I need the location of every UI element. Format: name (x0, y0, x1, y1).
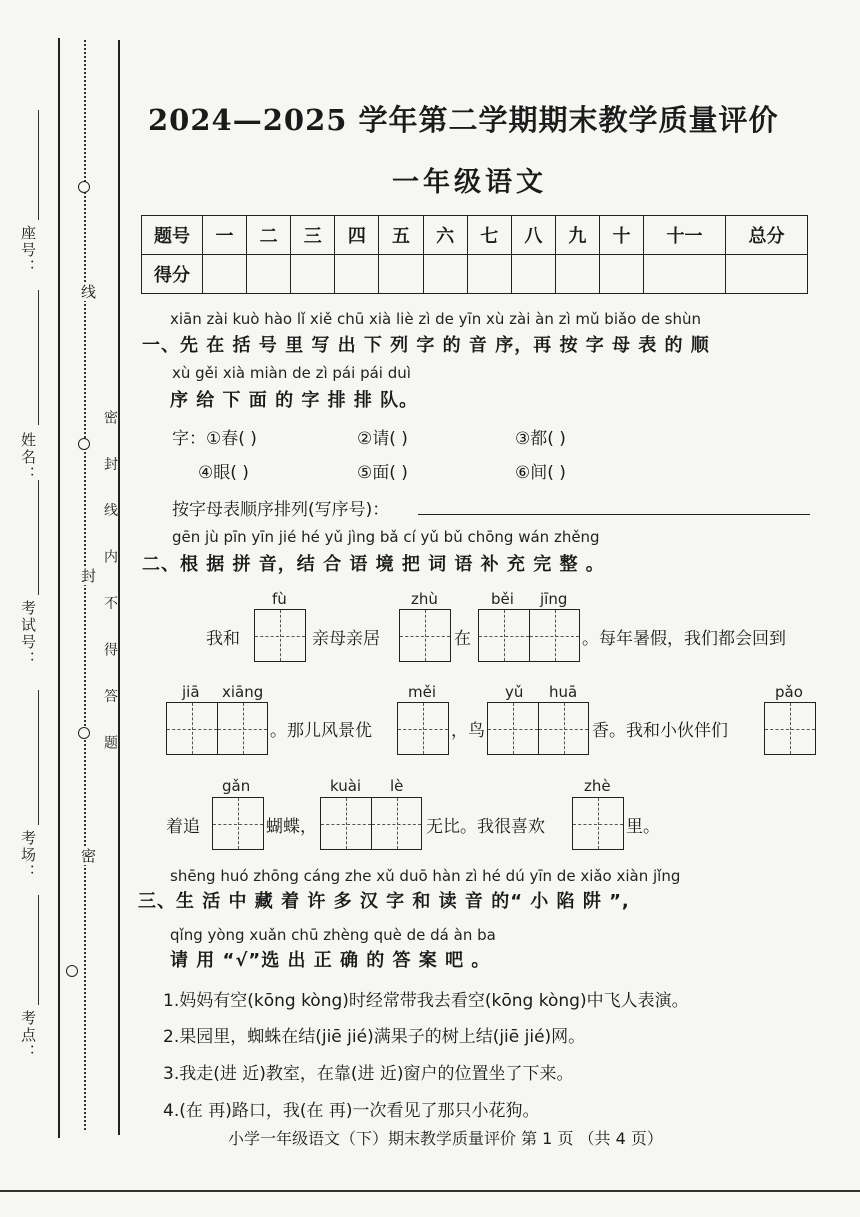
q2-blank-pinyin: zhè (584, 777, 611, 795)
name-field[interactable] (38, 290, 39, 425)
q2-blank-zhu[interactable] (399, 609, 451, 662)
score-cell: 三 (291, 216, 335, 255)
seal-mark-feng: 封 (79, 568, 97, 585)
score-input-cell[interactable] (726, 255, 808, 294)
q2-blank-pinyin: měi (408, 683, 437, 701)
q1-order-label: 按字母表顺序排列(写序号)： (172, 500, 390, 520)
q2-text: ，鸟 (451, 721, 485, 741)
q2-text: 我和 (206, 629, 240, 649)
q2-blank-mei[interactable] (397, 702, 449, 755)
q2-blank-pinyin: jīng (540, 590, 568, 608)
q2-text: 香。我和小伙伴们 (592, 721, 728, 741)
q2-blank-pinyin: zhù (411, 590, 438, 608)
score-input-cell[interactable] (599, 255, 643, 294)
q3-item-1[interactable]: 1.妈妈有空(kōng kòng)时经常带我去看空(kōng kòng)中飞人表演。 (163, 991, 689, 1011)
q2-blank-pinyin: fù (272, 590, 287, 608)
exam-room-label: 考场： (19, 830, 37, 881)
score-input-cell[interactable] (247, 255, 291, 294)
q2-blank-kuaile[interactable] (320, 797, 422, 850)
exam-room-field[interactable] (38, 690, 39, 825)
score-input-cell[interactable] (555, 255, 599, 294)
q2-blank-yuhua[interactable] (487, 702, 589, 755)
seat-number-label: 座号： (19, 225, 37, 276)
binding-circle (78, 727, 90, 739)
score-table-header-row (142, 216, 808, 255)
q2-blank-pinyin: gǎn (222, 777, 251, 795)
score-input-cell[interactable] (423, 255, 467, 294)
name-label: 姓名： (19, 432, 37, 483)
q2-blank-pinyin: xiāng (222, 683, 264, 701)
binding-dotted-line (84, 40, 86, 1130)
binding-outer-line (58, 38, 60, 1138)
score-table (141, 215, 808, 294)
q1-char-du[interactable]: ③都( ) (515, 429, 566, 449)
q3-heading-line-2: 请 用 “√”选 出 正 确 的 答 案 吧 。 (170, 950, 491, 971)
q2-text: 。每年暑假，我们都会回到 (582, 629, 786, 649)
q1-heading-line-1: 一、先 在 括 号 里 写 出 下 列 字 的 音 序，再 按 字 母 表 的 顺 (142, 335, 710, 356)
bottom-rule (0, 1190, 860, 1192)
q2-blank-jiaxiang[interactable] (166, 702, 268, 755)
score-cell: 六 (423, 216, 467, 255)
binding-circle (66, 965, 78, 977)
q3-pinyin-line-2: qǐng yòng xuǎn chū zhèng què de dá àn ba (170, 926, 496, 944)
exam-title: 2024—2025 学年第二学期期末教学质量评价 (148, 103, 779, 137)
exam-number-field[interactable] (38, 480, 39, 595)
score-input-cell[interactable] (335, 255, 379, 294)
seal-mark-mi: 密 (79, 848, 97, 865)
q2-text: 蝴蝶， (266, 817, 317, 837)
q2-blank-pinyin: kuài (330, 777, 362, 795)
q2-blank-pinyin: yǔ (505, 683, 524, 701)
q3-item-4[interactable]: 4.(在 再)路口，我(在 再)一次看见了那只小花狗。 (163, 1101, 540, 1121)
page-footer: 小学一年级语文（下）期末教学质量评价 第 1 页 （共 4 页） (228, 1129, 663, 1148)
score-input-cell[interactable] (644, 255, 726, 294)
q2-text: 。那儿风景优 (270, 721, 372, 741)
q1-char-qing[interactable]: ②请( ) (357, 429, 408, 449)
score-cell: 十 (599, 216, 643, 255)
exam-site-field[interactable] (38, 895, 39, 1005)
q1-order-answer-line[interactable] (418, 514, 810, 515)
q1-char-chun[interactable]: 字：①春( ) (172, 429, 257, 449)
q1-pinyin-line-2: xù gěi xià miàn de zì pái pái duì (172, 364, 411, 382)
q1-char-yan[interactable]: ④眼( ) (198, 463, 249, 483)
q2-blank-pinyin: jiā (182, 683, 200, 701)
score-input-cell[interactable] (379, 255, 423, 294)
q2-blank-pinyin: huā (549, 683, 578, 701)
q2-text: 亲母亲居 (312, 629, 380, 649)
q2-heading: 二、根 据 拼 音，结 合 语 境 把 词 语 补 充 完 整 。 (142, 554, 605, 575)
q3-item-2[interactable]: 2.果园里，蜘蛛在结(jiē jié)满果子的树上结(jiē jié)网。 (163, 1027, 586, 1047)
score-cell: 二 (247, 216, 291, 255)
q1-heading-line-2: 序 给 下 面 的 字 排 排 队。 (170, 390, 419, 411)
score-table-score-row (142, 255, 808, 294)
q2-blank-pao[interactable] (764, 702, 816, 755)
score-cell: 题号 (142, 216, 203, 255)
exam-site-label: 考点： (19, 1010, 37, 1061)
q2-pinyin: gēn jù pīn yīn jié hé yǔ jìng bǎ cí yǔ bǔ chōng wán zhěng (172, 528, 600, 546)
score-row-label: 得分 (142, 255, 203, 294)
seal-mark-xian: 线 (79, 284, 97, 301)
q3-item-3[interactable]: 3.我走(进 近)教室，在靠(进 近)窗户的位置坐了下来。 (163, 1064, 574, 1084)
exam-number-label: 考试号： (19, 600, 37, 668)
q1-char-mian[interactable]: ⑤面( ) (357, 463, 408, 483)
score-cell: 十一 (644, 216, 726, 255)
seal-notice: 密 封 线 内 不 得 答 题 (102, 410, 118, 764)
q2-blank-zhe[interactable] (572, 797, 624, 850)
q2-text: 里。 (626, 817, 660, 837)
score-input-cell[interactable] (511, 255, 555, 294)
score-cell: 七 (467, 216, 511, 255)
q2-text: 在 (454, 629, 471, 649)
q1-char-jian[interactable]: ⑥间( ) (515, 463, 566, 483)
seat-number-field[interactable] (38, 110, 39, 220)
score-cell: 总分 (726, 216, 808, 255)
q1-pinyin-line-1: xiān zài kuò hào lǐ xiě chū xià liè zì de yīn xù zài àn zì mǔ biǎo de shùn (170, 310, 701, 328)
exam-subtitle: 一年级语文 (392, 167, 547, 198)
score-cell: 四 (335, 216, 379, 255)
q2-blank-pinyin: pǎo (775, 683, 803, 701)
binding-circle (78, 438, 90, 450)
score-cell: 五 (379, 216, 423, 255)
q2-blank-beijing[interactable] (478, 609, 580, 662)
q2-text: 着追 (166, 817, 200, 837)
binding-circle (78, 181, 90, 193)
q3-heading-line-1: 三、生 活 中 藏 着 许 多 汉 字 和 读 音 的“ 小 陷 阱 ”, (138, 891, 630, 912)
q2-blank-gan[interactable] (212, 797, 264, 850)
q2-blank-pinyin: lè (390, 777, 404, 795)
q2-blank-fu[interactable] (254, 609, 306, 662)
q3-pinyin-line-1: shēng huó zhōng cáng zhe xǔ duō hàn zì hé dú yīn de xiǎo xiàn jǐng (170, 867, 681, 885)
q2-blank-pinyin: běi (491, 590, 514, 608)
score-cell: 八 (511, 216, 555, 255)
score-input-cell[interactable] (467, 255, 511, 294)
score-input-cell[interactable] (203, 255, 247, 294)
score-cell: 一 (203, 216, 247, 255)
score-cell: 九 (555, 216, 599, 255)
q2-text: 无比。我很喜欢 (426, 817, 545, 837)
score-input-cell[interactable] (291, 255, 335, 294)
